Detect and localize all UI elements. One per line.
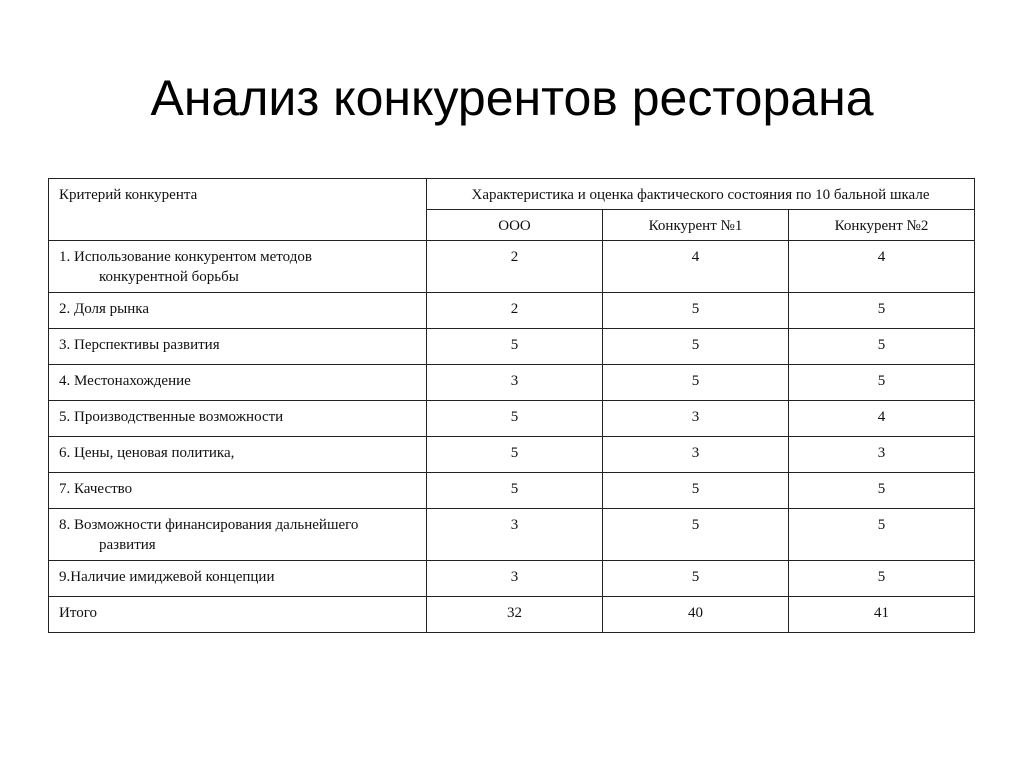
- column-header-ooo: ООО: [427, 210, 603, 241]
- score-ooo: 3: [427, 561, 603, 597]
- score-competitor-1: 5: [603, 561, 789, 597]
- score-competitor-2: 5: [789, 365, 975, 401]
- score-ooo: 5: [427, 437, 603, 473]
- total-competitor-2: 41: [789, 597, 975, 633]
- criterion-cell: 4. Местонахождение: [49, 365, 427, 401]
- criterion-cell: [49, 241, 427, 293]
- criterion-cell: 7. Качество: [49, 473, 427, 509]
- slide-title: Анализ конкурентов ресторана: [150, 70, 874, 126]
- score-competitor-1: 5: [603, 365, 789, 401]
- score-competitor-2: 4: [789, 401, 975, 437]
- score-competitor-1: 3: [603, 401, 789, 437]
- score-ooo: 2: [427, 293, 603, 329]
- table-row: [49, 293, 975, 329]
- score-ooo: 5: [427, 329, 603, 365]
- table-row: [49, 561, 975, 597]
- score-competitor-1: 4: [603, 241, 789, 293]
- total-label: Итого: [49, 597, 427, 633]
- score-competitor-1: 5: [603, 509, 789, 561]
- criterion-cell: 9.Наличие имиджевой концепции: [49, 561, 427, 597]
- total-row: [49, 597, 975, 633]
- column-header-competitor-1: Конкурент №1: [603, 210, 789, 241]
- table-row: [49, 401, 975, 437]
- score-competitor-2: 5: [789, 473, 975, 509]
- criterion-cell: 5. Производственные возможности: [49, 401, 427, 437]
- criterion-cell: [49, 509, 427, 561]
- score-competitor-2: 5: [789, 561, 975, 597]
- scale-header: Характеристика и оценка фактического состояния по 10 бальной шкале: [427, 179, 975, 210]
- score-ooo: 3: [427, 509, 603, 561]
- score-competitor-1: 3: [603, 437, 789, 473]
- criterion-cell: 6. Цены, ценовая политика,: [49, 437, 427, 473]
- score-ooo: 2: [427, 241, 603, 293]
- total-ooo: 32: [427, 597, 603, 633]
- criterion-text-continuation: развития: [99, 537, 156, 553]
- score-competitor-2: 3: [789, 437, 975, 473]
- table-header-row: [49, 179, 975, 210]
- criterion-cell: 3. Перспективы развития: [49, 329, 427, 365]
- criterion-cell: 2. Доля рынка: [49, 293, 427, 329]
- score-competitor-2: 5: [789, 293, 975, 329]
- score-competitor-1: 5: [603, 329, 789, 365]
- table-row: [49, 241, 975, 293]
- criterion-text-continuation: конкурентной борьбы: [99, 269, 239, 285]
- score-ooo: 5: [427, 473, 603, 509]
- criterion-text: 8. Возможности финансирования дальнейшего: [59, 517, 359, 533]
- competitor-score-table: [48, 178, 975, 633]
- column-header-competitor-2: Конкурент №2: [789, 210, 975, 241]
- score-competitor-1: 5: [603, 473, 789, 509]
- table-row: [49, 329, 975, 365]
- table-row: [49, 473, 975, 509]
- table-row: [49, 365, 975, 401]
- criterion-text: 1. Использование конкурентом методов: [59, 249, 312, 265]
- table-row: [49, 437, 975, 473]
- score-competitor-2: 5: [789, 329, 975, 365]
- score-competitor-2: 5: [789, 509, 975, 561]
- score-competitor-1: 5: [603, 293, 789, 329]
- score-ooo: 5: [427, 401, 603, 437]
- total-competitor-1: 40: [603, 597, 789, 633]
- criterion-header: Критерий конкурента: [49, 179, 427, 241]
- score-competitor-2: 4: [789, 241, 975, 293]
- score-ooo: 3: [427, 365, 603, 401]
- table-row: [49, 509, 975, 561]
